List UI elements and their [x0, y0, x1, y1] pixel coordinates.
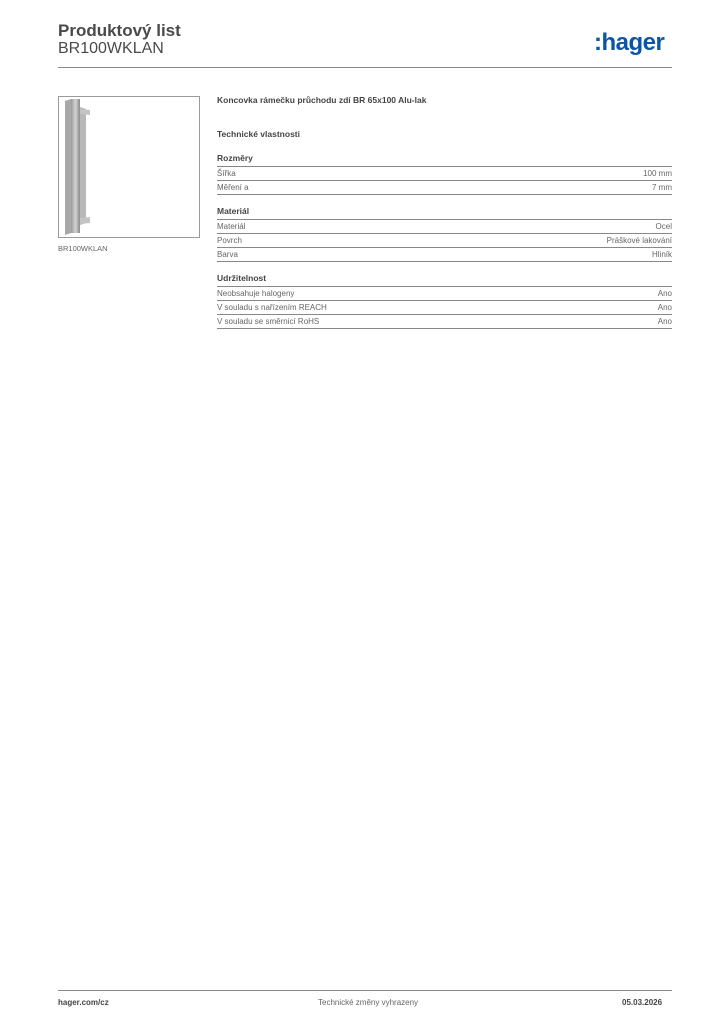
row-value: Hliník [651, 250, 672, 259]
footer-date: 05.03.2026 [622, 998, 663, 1007]
row-value: Ocel [655, 222, 672, 231]
table-row [217, 248, 672, 262]
row-label: Povrch [217, 236, 242, 245]
product-image-frame [58, 96, 200, 238]
row-value: 7 mm [652, 183, 672, 192]
row-label: V souladu se směrnicí RoHS [217, 317, 320, 326]
section-heading: Materiál [217, 205, 672, 220]
row-label: Měření a [217, 183, 249, 192]
row-label: Neobsahuje halogeny [217, 289, 295, 298]
section-material [217, 205, 672, 262]
hager-logo: :hager [594, 29, 665, 56]
footer-notice: Technické změny vyhrazeny [318, 998, 419, 1007]
row-value: 100 mm [643, 169, 672, 178]
table-row [217, 181, 672, 195]
section-heading: Udržitelnost [217, 272, 672, 287]
product-details [217, 94, 672, 339]
table-row [217, 301, 672, 315]
row-label: Barva [217, 250, 238, 259]
table-row [217, 234, 672, 248]
section-dimensions [217, 152, 672, 195]
page-title: Produktový list [58, 21, 181, 40]
row-label: Materiál [217, 222, 246, 231]
section-sustainability [217, 272, 672, 329]
footer-website-link[interactable]: hager.com/cz [58, 998, 109, 1007]
product-image [59, 97, 199, 237]
row-value: Ano [657, 289, 672, 298]
row-value: Ano [657, 317, 672, 326]
product-code: BR100WKLAN [58, 40, 164, 57]
table-row [217, 287, 672, 301]
footer-divider [58, 990, 672, 991]
row-label: V souladu s nařízením REACH [217, 303, 327, 312]
header-divider [58, 67, 672, 68]
image-caption: BR100WKLAN [58, 244, 108, 253]
row-label: Šířka [217, 169, 236, 178]
table-row [217, 220, 672, 234]
table-row [217, 315, 672, 329]
technical-properties-heading: Technické vlastnosti [217, 129, 300, 139]
product-description: Koncovka rámečku průchodu zdí BR 65x100 Alu-lak [217, 95, 427, 105]
row-value: Práškové lakování [606, 236, 672, 245]
row-value: Ano [657, 303, 672, 312]
table-row [217, 167, 672, 181]
section-heading: Rozměry [217, 152, 672, 167]
